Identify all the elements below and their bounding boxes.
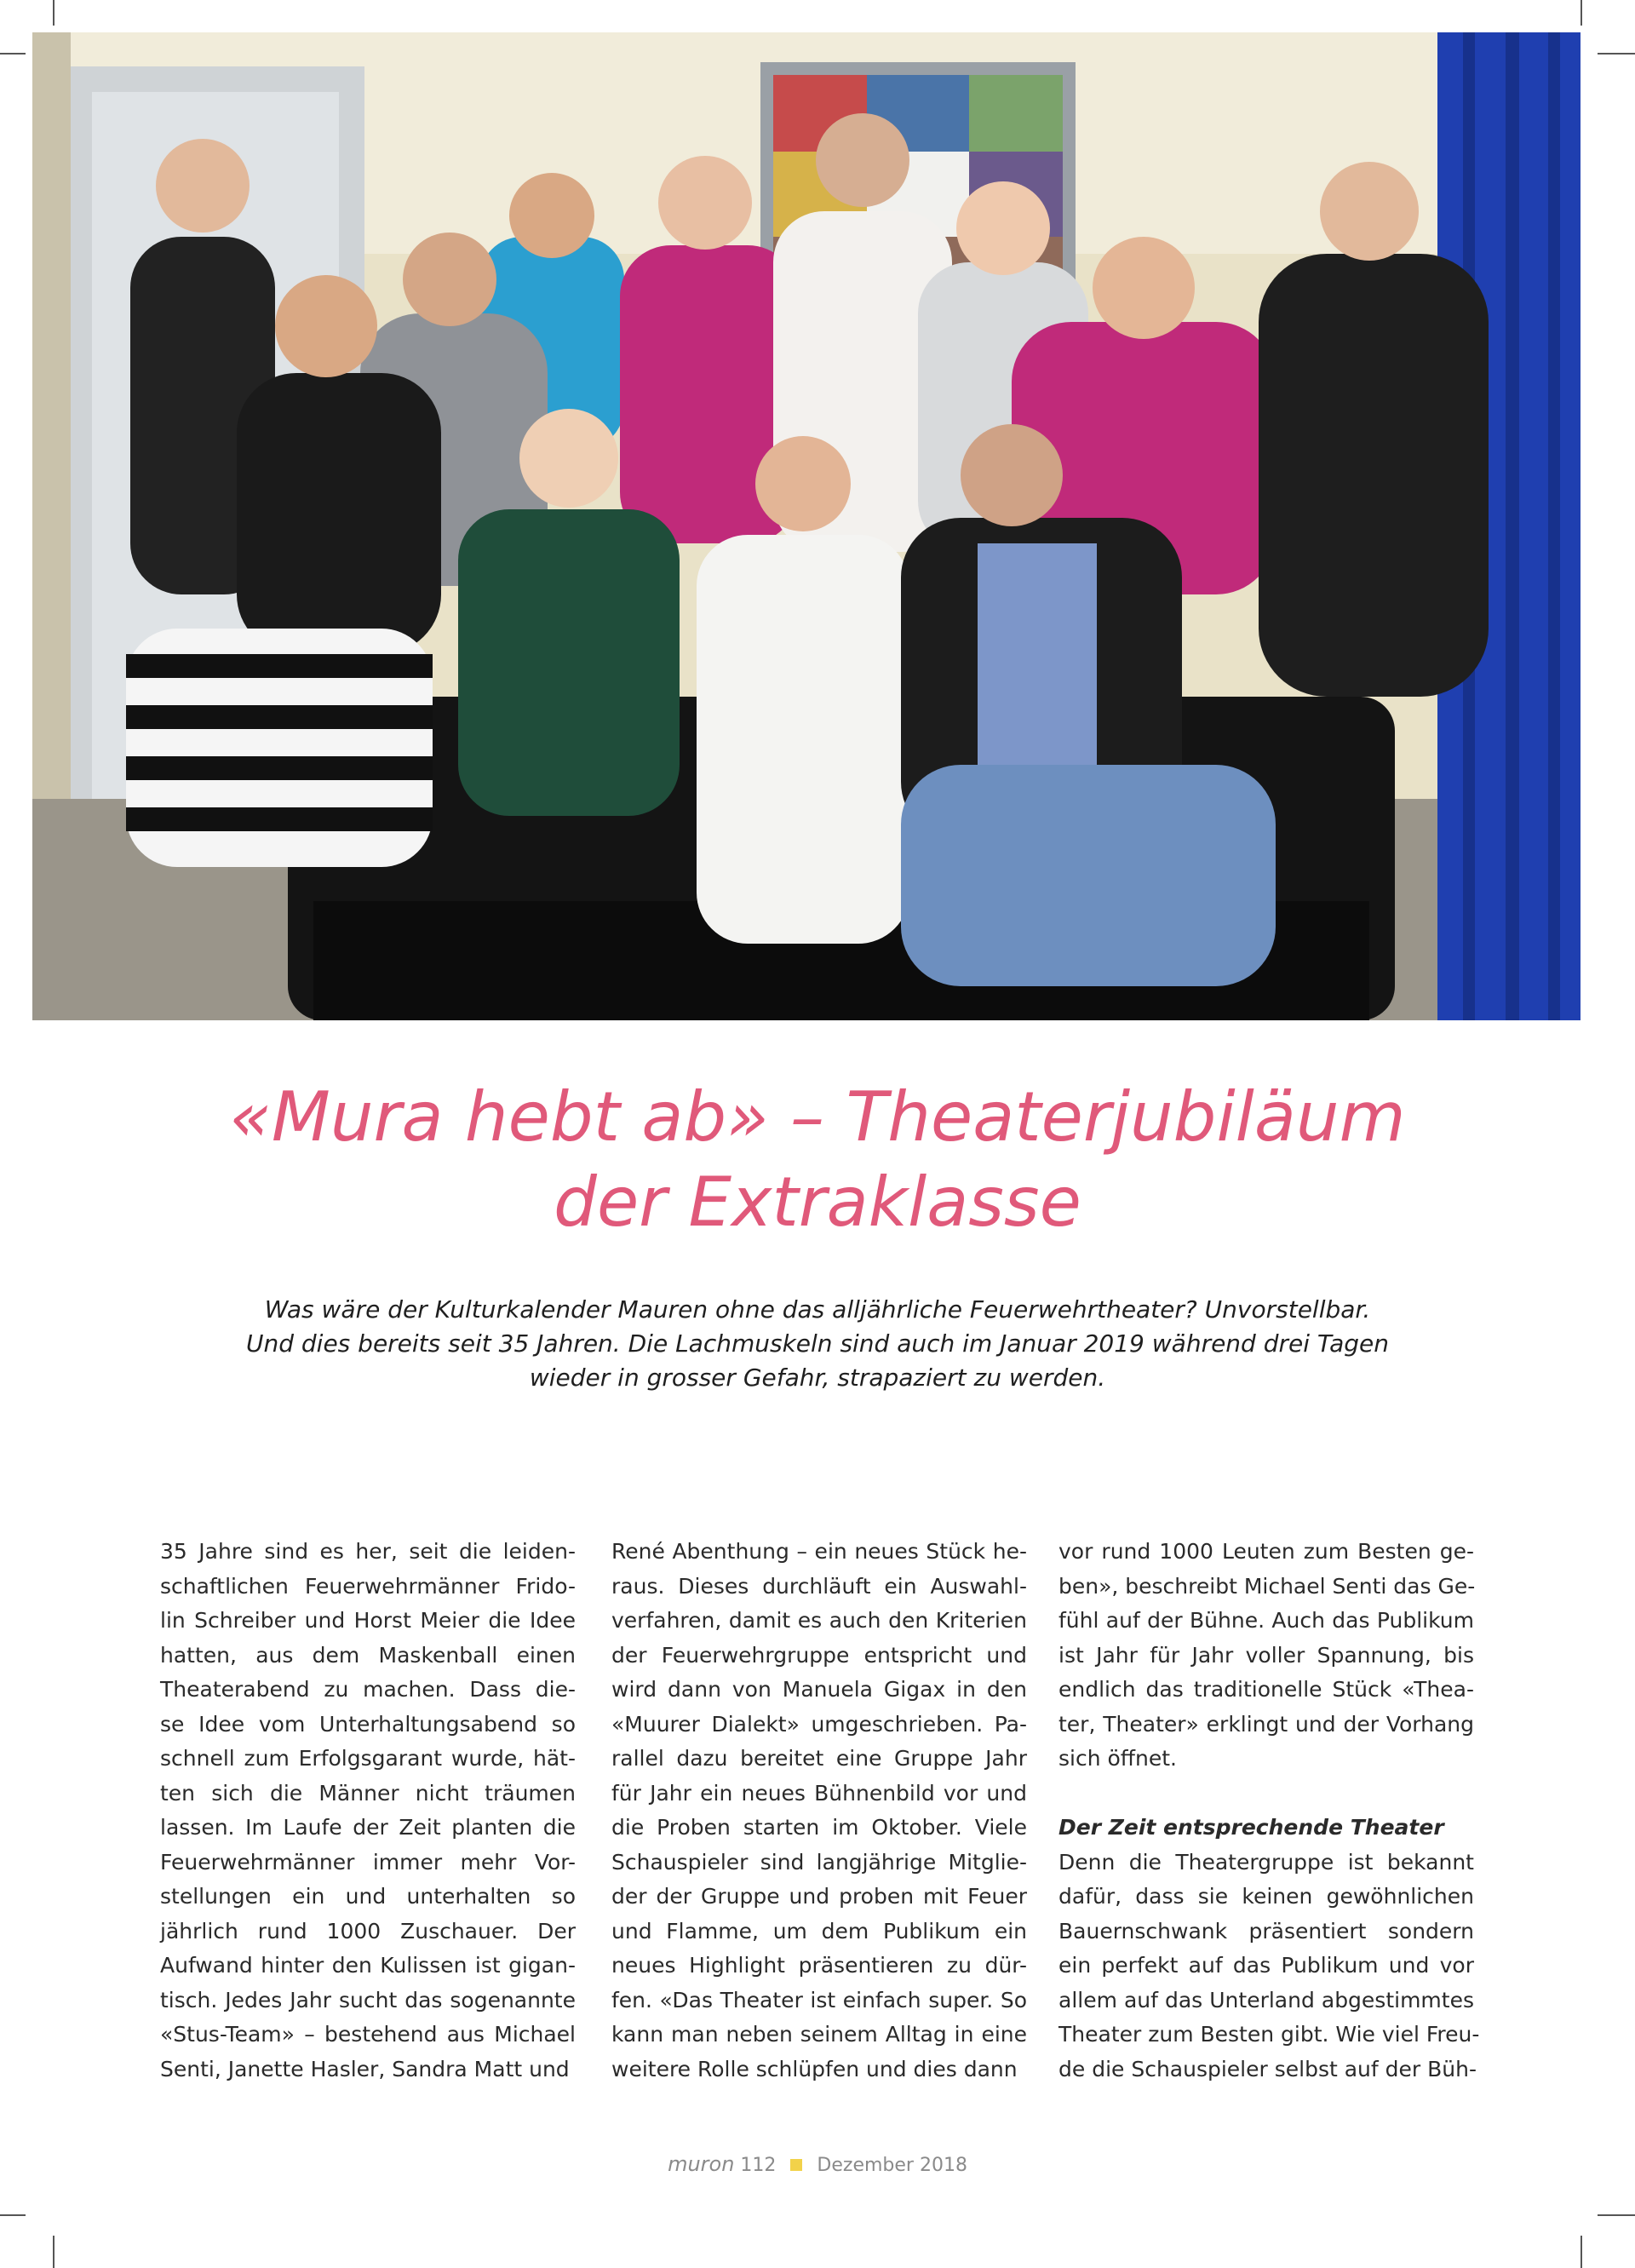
text-line: sich öffnet. <box>1058 1746 1178 1771</box>
magazine-name: muron <box>668 2152 735 2176</box>
text-line: der Feuerwehrgruppe entspricht und <box>611 1642 1027 1668</box>
text-line: rallel dazu bereitet eine Gruppe Jahr <box>611 1746 1027 1771</box>
text-line: ten sich die Männer nicht träumen <box>160 1780 576 1806</box>
text-line: stellungen ein und unterhalten so <box>160 1884 576 1909</box>
text-line: «Muurer Dialekt» umgeschrieben. Pa- <box>611 1711 1027 1737</box>
text-line: fen. «Das Theater ist einfach super. So <box>611 1987 1027 2012</box>
crop-mark <box>1580 0 1582 26</box>
text-line: allem auf das Unterland abgestimmtes <box>1058 1987 1474 2012</box>
crop-mark <box>0 53 26 55</box>
text-line: fühl auf der Bühne. Auch das Publikum <box>1058 1608 1474 1633</box>
crop-mark <box>53 0 54 26</box>
text-line: Aufwand hinter den Kulissen ist gigan- <box>160 1953 576 1978</box>
headline-line-1: «Mura hebt ab» – Theaterjubiläum <box>229 1077 1406 1157</box>
square-bullet-icon <box>790 2159 802 2171</box>
text-line: kann man neben seinem Alltag in eine <box>611 2022 1027 2047</box>
text-line: «Stus-Team» – bestehend aus Michael <box>160 2022 576 2047</box>
text-line: dafür, dass sie keinen gewöhnlichen <box>1058 1884 1474 1909</box>
text-line: verfahren, damit es auch den Kriterien <box>611 1608 1027 1633</box>
text-line: endlich das traditionelle Stück «Thea- <box>1058 1677 1474 1702</box>
body-column-1 <box>160 1535 576 2087</box>
text-line: tisch. Jedes Jahr sucht das sogenannte <box>160 1987 576 2012</box>
text-line: Feuerwehrmänner immer mehr Vor- <box>160 1849 576 1875</box>
text-line: ein perfekt auf das Publikum und vor <box>1058 1953 1474 1978</box>
body-column-2 <box>611 1535 1027 2087</box>
text-line: Bauernschwank präsentiert sondern <box>1058 1918 1474 1944</box>
text-line: 35 Jahre sind es her, seit die leiden- <box>160 1539 576 1564</box>
paragraph-gap <box>1058 1777 1474 1812</box>
crop-mark <box>0 2214 26 2216</box>
text-line: Schauspieler sind langjährige Mitglie- <box>611 1849 1027 1875</box>
page-footer <box>0 2152 1635 2176</box>
text-line: Theater zum Besten gibt. Wie viel Freu- <box>1058 2022 1480 2047</box>
group-photo-illustration <box>32 32 1580 1020</box>
headline-line-2: der Extraklasse <box>554 1163 1081 1242</box>
issue-number: 112 <box>740 2155 777 2176</box>
text-line: de die Schauspieler selbst auf der Büh- <box>1058 2056 1477 2081</box>
crop-mark <box>53 2236 54 2268</box>
article-headline <box>0 1075 1635 1245</box>
crop-mark <box>1598 2214 1635 2216</box>
text-line: neues Highlight präsentieren zu dür- <box>611 1953 1027 1978</box>
issue-date: Dezember 2018 <box>817 2155 967 2176</box>
article-lead <box>221 1293 1414 1395</box>
text-line: schnell zum Erfolgsgarant wurde, hät- <box>160 1746 576 1771</box>
text-line: Denn die Theatergruppe ist bekannt <box>1058 1849 1474 1875</box>
text-line: für Jahr ein neues Bühnenbild vor und <box>611 1780 1027 1806</box>
lead-line-1: Was wäre der Kulturkalender Mauren ohne das alljährliche Feuerwehrtheater? Unvorstellbar. <box>264 1295 1371 1323</box>
text-line: Senti, Janette Hasler, Sandra Matt und <box>160 2056 570 2081</box>
text-line: se Idee vom Unterhaltungsabend so <box>160 1711 576 1737</box>
lead-line-3: wieder in grosser Gefahr, strapaziert zu werden. <box>529 1364 1106 1392</box>
body-column-3 <box>1058 1535 1480 2087</box>
text-line: ist Jahr für Jahr voller Spannung, bis <box>1058 1642 1474 1668</box>
text-line: vor rund 1000 Leuten zum Besten ge- <box>1058 1539 1474 1564</box>
subheading: Der Zeit entsprechende Theater <box>1058 1815 1444 1840</box>
text-line: lassen. Im Laufe der Zeit planten die <box>160 1815 576 1840</box>
text-line: René Abenthung – ein neues Stück he- <box>611 1539 1027 1564</box>
text-line: die Proben starten im Oktober. Viele <box>611 1815 1027 1840</box>
group-photo <box>32 32 1580 1020</box>
text-line: schaftlichen Feuerwehrmänner Frido- <box>160 1573 576 1599</box>
text-line: lin Schreiber und Horst Meier die Idee <box>160 1608 576 1633</box>
text-line: ter, Theater» erklingt und der Vorhang <box>1058 1711 1474 1737</box>
crop-mark <box>1598 53 1635 55</box>
body-column-3-top <box>1058 1535 1474 1777</box>
crop-mark <box>1580 2236 1582 2268</box>
text-line: raus. Dieses durchläuft ein Auswahl- <box>611 1573 1027 1599</box>
text-line: jährlich rund 1000 Zuschauer. Der <box>160 1918 576 1944</box>
text-line: wird dann von Manuela Gigax in den <box>611 1677 1027 1702</box>
lead-line-2: Und dies bereits seit 35 Jahren. Die Lachmuskeln sind auch im Januar 2019 während drei Tagen <box>245 1329 1389 1358</box>
body-column-3-bottom <box>1058 1846 1480 2087</box>
text-line: und Flamme, um dem Publikum ein <box>611 1918 1027 1944</box>
text-line: Theaterabend zu machen. Dass die- <box>160 1677 576 1702</box>
text-line: weitere Rolle schlüpfen und dies dann <box>611 2056 1018 2081</box>
text-line: hatten, aus dem Maskenball einen <box>160 1642 576 1668</box>
text-line: ben», beschreibt Michael Senti das Ge- <box>1058 1573 1476 1599</box>
text-line: der der Gruppe und proben mit Feuer <box>611 1884 1027 1909</box>
